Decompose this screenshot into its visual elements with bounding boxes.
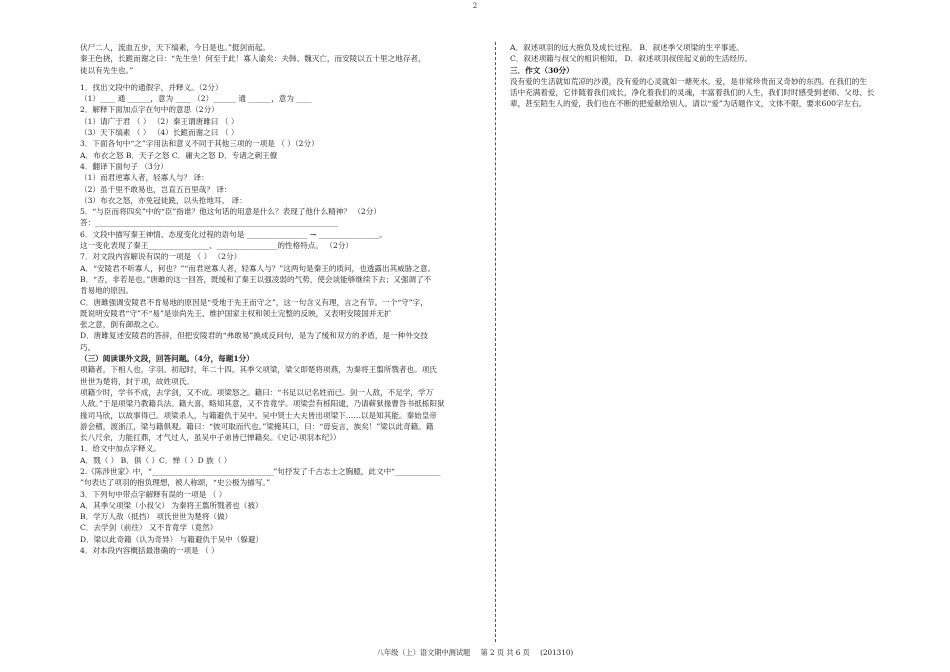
left-text-line: 2.《陈涉世家》中，“________________________________”句抒发了千古志士之胸臆，此文中“____________ (80, 466, 441, 476)
left-text-line: （3）布衣之怒，亦免冠徒跣，以头抢地耳。 译： (80, 195, 247, 205)
left-text-line: B．“否，非若是也。”唐雎的这一回答，既缓和了秦王以强凌弱的气势，使会谈能够继续下去；又强调了不 (80, 274, 432, 284)
left-text-line: ”句表达了项羽的抱负理想，被人称颂，“史公极为描写。” (80, 478, 271, 488)
left-text-line: 2．解释下面加点字在句中的意思（2分） (80, 105, 219, 115)
left-text-line: （1）而君逆寡人者，轻寡人与？ 译： (80, 173, 209, 183)
left-text-line: 3．下列句中带点字解释有误的一项是 （ ） (80, 489, 227, 499)
right-text-line: 三．作文（30分） (510, 65, 574, 75)
left-text-line: 6．文段中描写秦王神情、态度变化过程的语句是 ________________ → ________________。 (80, 229, 387, 239)
left-text-line: 答：________________________________________________________________ (80, 218, 339, 228)
left-text-line: 游会稽，渡浙江，梁与籍俱观。籍曰：“彼可取而代也。”梁掩其口，曰：“毋妄言，族矣！”梁以此奇籍。籍 (80, 421, 434, 431)
page-number: 2 (472, 2, 478, 10)
left-text-line: C．去学剑（前往） 又不肯竟学（竟然） (80, 523, 218, 533)
right-column (510, 42, 910, 110)
left-text-line: （1）请广于君 （ ） （2）秦王谓唐雎曰 （ ） (80, 116, 239, 126)
left-text-line: 张之意，倒有御敌之心。 (80, 320, 164, 330)
left-text-line: 世世为楚将，封于项，故姓项氏。 (80, 376, 194, 386)
left-text-line: （三）阅读课外文段，回答问题。（4分，每题1分） (80, 354, 254, 364)
footer-title: 八年级（上）语文期中测试题 (376, 648, 471, 657)
left-text-line: 伏尸二人，流血五步，天下缟素，今日是也。”挺剑而起。 (80, 43, 270, 52)
right-text-line: A．叙述项羽的远大抱负及成长过程。 B．叙述季父项梁的生平事迹。 (510, 43, 744, 52)
left-text-line: 1．找出文段中的通假字，并释义。（2分） (80, 82, 223, 92)
left-text-line: 项籍者，下相人也，字羽。初起时，年二十四。其季父项梁，梁父即楚将项燕，为秦将王翦所戮者也。项氏 (80, 365, 437, 375)
left-text-line: A．其季父项梁（小叔父） 为秦将王翦所戮者也（被） (80, 500, 263, 510)
page-footer (0, 648, 950, 658)
left-text-line: A．“安陵君不听寡人，何也？”“而君逆寡人者，轻寡人与？”这两句是秦王的质问，也透露出其威胁之意。 (80, 263, 436, 273)
left-text-line: D．梁以此奇籍（认为奇异） 与籍避仇于吴中（躲避） (80, 534, 264, 544)
left-text-line: 1．给文中加点字释义。 (80, 444, 161, 454)
left-text-line: B．学万人敌（抵挡） 项氏世世为楚将（做） (80, 512, 233, 522)
left-text-line: 这一变化表现了秦王________________、________________的性格特点。 （2分） (80, 241, 354, 251)
left-text-line: 掾司马欣，以故事得已。项梁杀人，与籍避仇于吴中。吴中贤士大夫皆出项梁下……以是知其能。秦始皇帝 (80, 410, 437, 420)
left-text-line: （3）天下缟素 （ ） （4）长跪而谢之曰 （ ） (80, 128, 239, 138)
right-text-line: 没有爱的生活就如荒凉的沙漠，没有爱的心灵就如一塘死水。爱，是非常珍贵而又奇妙的东西。在我们的生 (510, 76, 867, 86)
right-text-line: 活中充满着爱，它伴随着我们成长，净化着我们的灵魂，丰富着我们的人生，我们时时感受到老师、父母、长 (510, 88, 875, 98)
left-text-line: 4．翻译下面句子 （3分） (80, 161, 169, 171)
left-text-line: D．唐雎复述安陵君的答辞，但把安陵君的“弗敢易”换成反问句，是为了缓和双方的矛盾，是一种外交技 (80, 331, 428, 341)
left-text-line: 秦王色挠，长跪而谢之曰：“先生坐！何至于此！寡人谕矣：夫韩、魏灭亡，而安陵以五十里之地存者， (80, 54, 426, 64)
left-text-line: A．戮（ ） B．俱（ ）C．惮（ ）D 族（ ） (80, 455, 232, 465)
column-divider (495, 42, 496, 642)
right-text-line: 辈，甚至陌生人的爱，我们也在不断的把爱献给别人。请以“爱”为话题作文，文体不限，要求600字左右。 (510, 99, 867, 109)
left-text-line: A．布衣之怒 B．天子之怒 C．庸夫之怒 D．专诸之刺王僚 (80, 150, 278, 160)
footer-code: (201310) (540, 648, 574, 657)
left-text-line: （2）虽千里不敢易也，岂直五百里哉？ 译： (80, 184, 232, 194)
left-text-line: 肯易地的原因。 (80, 286, 134, 296)
left-text-line: （1）____ 通 ______，意为 ____ （2）______ 通 ______，意为 ____ (80, 94, 312, 104)
left-text-line: 徒以有先生也。” (80, 65, 134, 75)
right-text-line: C．叙述项籍与叔父的相识相知。 D．叙述项羽叔侄起义前的生活经历。 (510, 54, 753, 64)
left-text-line: 长八尺余，力能扛鼎，才气过人，虽吴中子弟皆已惮籍矣。《史记·项羽本纪》） (80, 433, 341, 443)
left-text-line: 人敌。”于是项梁乃教籍兵法。籍大喜，略知其意，又不肯竟学。项梁尝有栎阳逮，乃请蕲狱掾曹咎书抵栎阳狱 (80, 399, 445, 409)
left-text-line: 3．下面各句中“之”字用法和意义不同于其他三项的一项是 （ ）（2分） (80, 139, 319, 149)
left-text-line: 既说明安陵君“守”不“易”是崇尚先王、维护国家主权和领土完整的反映，又表明安陵国并无扩 (80, 308, 392, 318)
left-text-line: 5．“与臣而将四矣”中的“臣”指谁？他这句话的用意是什么？表现了他什么精神？ （2分） (80, 207, 381, 217)
left-text-line: C．唐雎强调安陵君不肯易地的原因是“受地于先王而守之”，这一句含义有理，言之有节。一个“守”字， (80, 297, 428, 307)
left-text-line: 项籍少时，学书不成，去学剑，又不成。项梁怒之。籍曰：“书足以记名姓而已。剑一人敌，不足学，学万 (80, 387, 434, 397)
left-column (80, 42, 485, 556)
footer-page-info: 第 2 页 共 6 页 (480, 648, 530, 657)
left-text-line: 巧。 (80, 342, 96, 352)
left-text-line: 7．对文段内容解说有误的一项是 （ ） （2分） (80, 252, 242, 262)
left-text-line: 4．对本段内容概括最准确的一项是 （ ） (80, 546, 219, 556)
